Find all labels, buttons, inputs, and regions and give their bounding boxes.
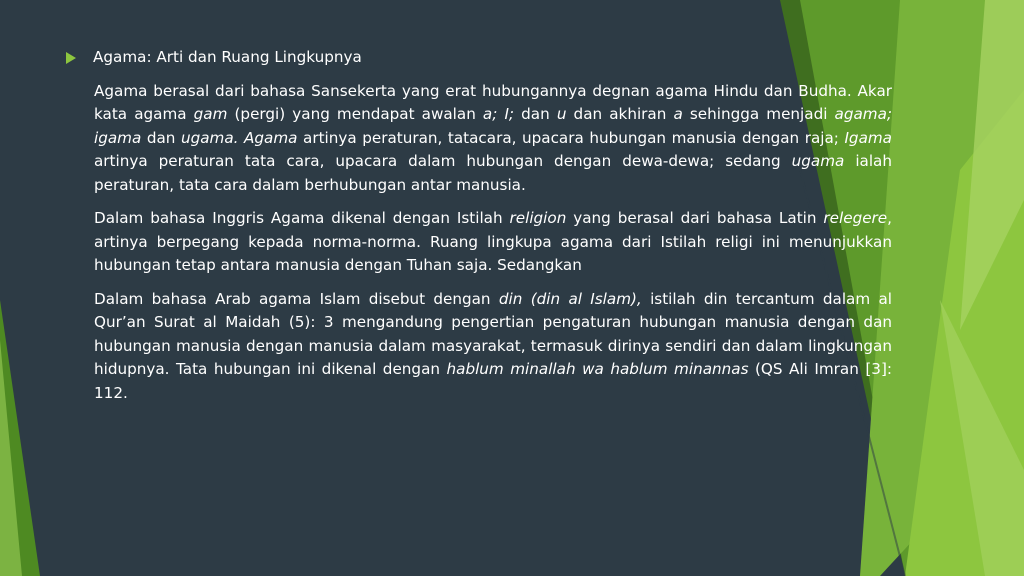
slide-content [64,46,892,415]
text-run: (pergi) yang mendapat awalan [227,105,483,123]
italic-term: hablum minallah wa hablum minannas [446,360,749,378]
italic-term: agama; igama [94,105,893,147]
paragraph-english [94,207,892,278]
text-run: ialah peraturan, tata cara dalam berhubungan antar manusia. [94,152,892,194]
text-run: , artinya berpegang kepada norma-norma. Ruang lingkupa agama dari Istilah religi ini menunjukkan hubungan tetap antara manusia dengan Tuhan saja. Sedangkan [94,209,892,274]
italic-term: Igama [844,128,892,147]
triangle-bullet-icon [66,52,76,64]
italic-term: din (din al Islam), [498,289,642,308]
italic-term: ugama. Agama [180,128,298,147]
italic-term: u [556,105,567,123]
text-run: dan [514,105,557,123]
italic-term: a; I; [482,105,515,123]
text-run: (QS Ali Imran [3]: 112. [94,360,892,402]
text-run: sehingga menjadi [682,105,835,123]
paragraph-arabic [94,288,892,406]
italic-term: religion [509,209,567,227]
text-run: Dalam bahasa Inggris Agama dikenal dengan Istilah [94,209,510,227]
italic-term: a [673,105,683,123]
text-run: yang berasal dari bahasa Latin [566,209,824,227]
text-run: Agama berasal dari bahasa Sansekerta yang erat hubungannya degnan agama Hindu dan Budha. Akar kata agama [94,81,892,123]
italic-term: ugama [791,152,845,170]
italic-term: gam [193,105,228,123]
text-run: dan akhiran [566,105,674,123]
italic-term: relegere [823,209,888,227]
paragraph-etymology [94,80,892,198]
text-run: artinya peraturan tata cara, upacara dalam hubungan dengan dewa-dewa; sedang [94,152,792,170]
bullet-heading-row [64,46,892,70]
text-run: dan [141,128,181,147]
text-run: artinya peraturan, tatacara, upacara hubungan manusia dengan raja; [297,128,845,147]
bullet-heading: Agama: Arti dan Ruang Lingkupnya [93,48,362,66]
text-run: istilah din tercantum dalam al Qur’an Surat al Maidah (5): 3 mengandung pengertian pengaturan hubungan manusia dengan dan hubungan manusia dengan manusia dalam masyarakat, termasuk dirinya sendiri dan dalam lingkungan hidupnya. Tata hubungan ini dikenal dengan [94,289,893,378]
text-run: Dalam bahasa Arab agama Islam disebut dengan [94,289,499,308]
